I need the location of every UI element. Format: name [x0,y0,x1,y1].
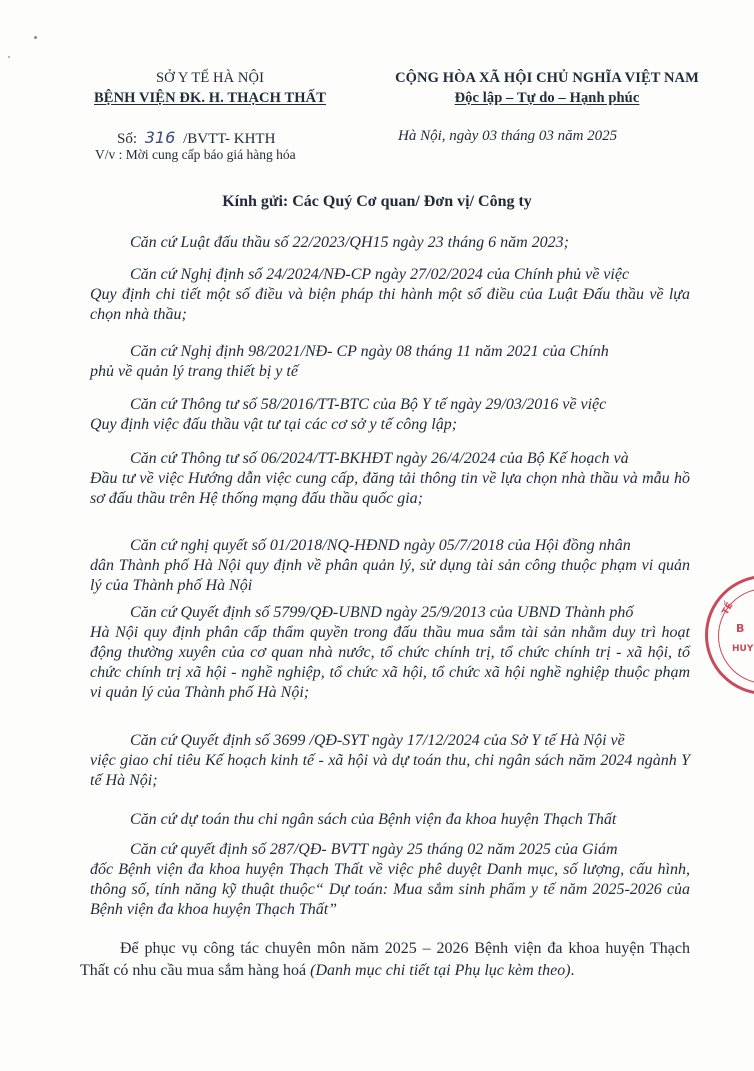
closing-text: Để phục vụ công tác chuyên môn năm 2025 – 2026 Bệnh viện đa khoa huyện Thạch Thất có nhu cầu mua sắm hàng hoá [80,940,690,979]
paragraph-first-line: Căn cứ Quyết định số 5799/QĐ-UBND ngày 25/9/2013 của UBND Thành phố [130,604,634,621]
closing-paragraph [80,938,690,982]
legal-basis-paragraph [90,731,690,791]
country-name: CỘNG HÒA XÃ HỘI CHỦ NGHĨA VIỆT NAM [395,70,699,86]
paragraph-rest: đốc Bệnh viện đa khoa huyện Thạch Thất về việc phê duyệt Danh mục, số lượng, cấu hình, thông số, tính năng kỹ thuật thuộc“ Dự toán: Mua sắm sinh phẩm y tế năm 2025-2026 của Bệnh viện đa khoa huyện Thạch Thất” [90,861,690,918]
paragraph-first-line: Căn cứ Quyết định số 3699 /QĐ-SYT ngày 17/12/2024 của Sở Y tế Hà Nội về [130,732,625,749]
salutation: Kính gửi: Các Quý Cơ quan/ Đơn vị/ Công ty [222,193,532,210]
legal-basis-paragraph [90,342,690,382]
paragraph-rest: phủ về quản lý trang thiết bị y tế [90,363,298,380]
issue-date: Hà Nội, ngày 03 tháng 03 năm 2025 [398,128,618,144]
legal-basis-paragraph [90,449,690,509]
unit-name: BỆNH VIỆN ĐK. H. THẠCH THẤT [94,90,326,106]
legal-basis-paragraph [90,840,690,920]
legal-basis-paragraph [90,233,690,253]
paragraph-first-line: Căn cứ dự toán thu chi ngân sách của Bệnh viện đa khoa huyện Thạch Thất [130,811,617,828]
national-heading [358,68,736,108]
paragraph-first-line: Căn cứ Thông tư số 06/2024/TT-BKHĐT ngày 26/4/2024 của Bộ Kế hoạch và [130,450,629,467]
handwritten-number: 316 [144,128,176,147]
seal-text-mid: B [736,622,745,635]
paragraph-rest: Quy định việc đấu thầu vật tư tại các cơ sở y tế công lập; [90,416,458,433]
paragraph-rest: Hà Nội quy định phân cấp thẩm quyền trong đấu thầu mua sắm tài sản nhằm duy trì hoạt động thường xuyên của cơ quan nhà nước, tổ chức chính trị, tổ chức chính trị - xã hội, tổ chức chính trị xã hội - nghề nghiệp, tổ chức xã hội, tổ chức xã hội nghề nghiệp thuộc phạm vi quản lý của Thành phố Hà Nội; [90,624,690,701]
seal-text-low: HUY [732,644,754,654]
agency-name: SỞ Y TẾ HÀ NỘI [156,70,264,86]
legal-basis-paragraph [90,810,690,830]
so-label: Số: [117,131,138,147]
document-number [117,128,275,148]
legal-basis-paragraph [90,265,690,325]
paragraph-first-line: Căn cứ nghị quyết số 01/2018/NQ-HĐND ngày 05/7/2018 của Hội đồng nhân [130,537,631,554]
legal-basis-paragraph [90,395,690,435]
national-motto: Độc lập – Tự do – Hạnh phúc [454,90,640,106]
paragraph-rest: việc giao chỉ tiêu Kế hoạch kinh tế - xã hội và dự toán thu, chi ngân sách năm 2024 ngành Y tế Hà Nội; [90,752,690,789]
paragraph-first-line: Căn cứ Luật đấu thầu số 22/2023/QH15 ngày 23 tháng 6 năm 2023; [130,234,569,251]
paragraph-first-line: Căn cứ Nghị định 98/2021/NĐ- CP ngày 08 tháng 11 năm 2021 của Chính [130,343,609,360]
closing-end: . [570,962,575,979]
paragraph-rest: Quy định chi tiết một số điều và biện pháp thi hành một số điều của Luật Đấu thầu về lựa chọn nhà thầu; [90,286,690,323]
scan-speck [8,56,10,58]
paragraph-first-line: Căn cứ Nghị định số 24/2024/NĐ-CP ngày 27/02/2024 của Chính phủ về việc [130,266,630,283]
official-seal [705,575,754,695]
scan-speck [34,36,37,39]
paragraph-rest: Đầu tư về việc Hướng dẫn việc cung cấp, đăng tải thông tin về lựa chọn nhà thầu và mẫu hồ sơ đấu thầu trên Hệ thống mạng đấu thầu quốc gia; [90,470,690,507]
legal-basis-paragraph [90,603,690,703]
paragraph-first-line: Căn cứ quyết định số 287/QĐ- BVTT ngày 25 tháng 02 năm 2025 của Giám [130,841,618,858]
paragraph-rest: dân Thành phố Hà Nội quy định về phân quản lý, sử dụng tài sản công thuộc phạm vi quản lý của Thành phố Hà Nội [90,557,690,594]
issuer-block [90,68,330,108]
seal-text-top: TẾ [720,601,736,617]
appendix-note: (Danh mục chi tiết tại Phụ lục kèm theo) [310,962,571,979]
legal-basis-paragraph [90,536,690,596]
so-suffix: /BVTT- KHTH [183,131,276,147]
paragraph-first-line: Căn cứ Thông tư số 58/2016/TT-BTC của Bộ Y tế ngày 29/03/2016 về việc [130,396,607,413]
seal-inner-ring [718,588,754,684]
subject-line: V/v : Mời cung cấp báo giá hàng hóa [95,147,296,162]
